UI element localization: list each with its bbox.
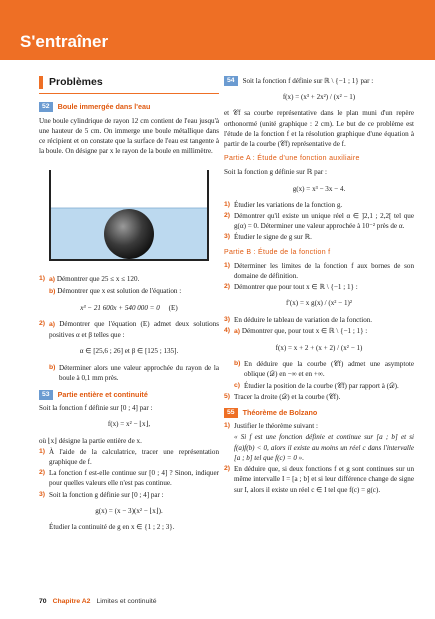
chapter-label: Chapitre A2 xyxy=(52,598,91,605)
question-1b-text: Démontrer que x est solution de l'équation : xyxy=(57,286,182,295)
function-g: g(x) = x³ − 3x − 4. xyxy=(292,184,346,193)
sub-label: b) xyxy=(234,360,241,368)
question-number: 2) xyxy=(39,469,46,477)
decomposition-formula: f(x) = x + 2 + (x + 2) / (x² − 1) xyxy=(275,344,363,353)
exercise-54-intro: Soit la fonction f définie sur ℝ \ {−1 ; 1} par : xyxy=(242,77,374,85)
question-b1 xyxy=(224,261,414,281)
section-header xyxy=(39,76,219,89)
question-b2 xyxy=(224,282,414,292)
question-text: En déduire le tableau de variation de la fonction. xyxy=(234,315,373,324)
immersed-ball-figure xyxy=(44,164,214,266)
question-text: En déduire que, si deux fonctions f et g sont continues sur un même intervalle I = [a ; b] et si leur différence change de signe sur I, alors il existe un réel c ∈ I tel que f(c) = g(c). xyxy=(234,465,414,494)
question-number: 2) xyxy=(224,212,231,220)
question-1a-text: Démontrer que 25 ≤ x ≤ 120. xyxy=(56,275,140,284)
sub-label: b) xyxy=(49,287,56,295)
question-number: 3) xyxy=(224,233,231,241)
question-number: 1) xyxy=(39,447,46,455)
question-number: 2) xyxy=(39,319,46,327)
metal-ball xyxy=(104,209,154,259)
question-b3 xyxy=(224,315,414,325)
question-number: 3) xyxy=(224,315,231,323)
question-number: 5) xyxy=(224,392,231,400)
question-text: Soit la fonction g définie sur [0 ; 4] par : xyxy=(49,490,164,499)
chapter-banner xyxy=(0,0,435,60)
question-2b xyxy=(49,363,219,383)
question-1 xyxy=(39,274,219,296)
alpha-beta-intervals: α ∈ [25,6 ; 26] et β ∈ [125 ; 135]. xyxy=(79,347,179,356)
question-number: 4) xyxy=(224,326,231,334)
derivative-formula: f′(x) = x g(x) / (x² − 1)² xyxy=(285,299,352,308)
continuity-question: Étudier la continuité de g en x ∈ {1 ; 2 ; 3}. xyxy=(49,522,175,531)
exercise-53-header xyxy=(39,390,219,400)
question-1 xyxy=(224,421,414,431)
sub-label: a) xyxy=(49,320,56,328)
exercise-52-intro: Une boule cylindrique de rayon 12 cm contient de l'eau jusqu'à une hauteur de 5 cm. On immerge une boule métallique dans ce récipient et on constate que la surface de l'eau est tangente à la boule. On désigne par x le rayon de la boule en millimètre. xyxy=(39,116,219,156)
exercise-55-header xyxy=(224,408,414,418)
exercise-number: 55 xyxy=(224,408,238,418)
question-b5 xyxy=(224,392,414,402)
part-a-title: Partie A : Étude d'une fonction auxiliaire xyxy=(224,155,360,163)
exercise-number: 52 xyxy=(39,102,53,112)
section-title: Problèmes xyxy=(49,76,103,89)
sub-label: a) xyxy=(234,327,241,335)
question-number: 2) xyxy=(224,283,231,291)
exercise-54-header xyxy=(224,76,414,86)
function-f: f(x) = (x³ + 2x²) / (x² − 1) xyxy=(282,93,356,102)
question-text: Justifier le théorème suivant : xyxy=(234,422,318,431)
part-a-intro: Soit la fonction g définie sur ℝ par : xyxy=(224,168,327,177)
exercise-title: Boule immergée dans l'eau xyxy=(57,102,151,112)
left-column xyxy=(39,76,219,532)
question-a3 xyxy=(224,232,414,242)
equation-text: x³ − 21 600x + 540 000 = 0 xyxy=(80,303,160,312)
question-number: 3) xyxy=(39,490,46,498)
question-a1 xyxy=(224,200,414,210)
function-g: g(x) = (x − 3)(x² − ⌊x⌋). xyxy=(95,506,163,515)
question-b4c xyxy=(234,381,414,391)
page-number: 70 xyxy=(39,598,47,605)
exercise-title: Partie entière et continuité xyxy=(57,389,148,399)
banner-title: S'entraîner xyxy=(20,32,109,51)
question-text: Tracer la droite (𝒟) et la courbe (𝒞f). xyxy=(234,392,341,401)
question-text: Démontrer qu'il existe un unique réel α ∈ ]2,1 ; 2,2[ tel que g(α) = 0. Déterminer une valeur approchée à 10⁻² près de α. xyxy=(234,212,414,231)
question-text: Étudier le signe de g sur ℝ. xyxy=(234,233,312,242)
question-text: Déterminer les limites de la fonction f aux bornes de son domaine de définition. xyxy=(234,261,414,281)
question-text: À l'aide de la calculatrice, tracer une représentation graphique de f. xyxy=(49,447,219,466)
exercise-number: 54 xyxy=(224,76,238,86)
question-b4 xyxy=(224,326,414,337)
sub-label: c) xyxy=(234,381,241,389)
question-text: Étudier les variations de la fonction g. xyxy=(234,200,343,209)
exercise-title: Théorème de Bolzano xyxy=(242,408,318,418)
chapter-name: Limites et continuité xyxy=(96,598,157,605)
page-footer xyxy=(39,598,157,605)
question-text: Étudier la position de la courbe (𝒞f) par rapport à (𝒟). xyxy=(244,381,399,390)
exercise-53-intro: Soit la fonction f définie sur [0 ; 4] par : xyxy=(39,404,153,413)
question-2a-text: Démontrer que l'équation (E) admet deux solutions positives α et β telles que : xyxy=(49,319,219,340)
question-text: Démontrer que pour tout x ∈ ℝ \ {−1 ; 1} : xyxy=(234,283,358,292)
exercise-number: 53 xyxy=(39,390,53,400)
equation-tag: (E) xyxy=(168,303,178,312)
question-number: 2) xyxy=(224,465,231,473)
equation-E xyxy=(39,303,219,313)
question-number: 1) xyxy=(224,422,231,430)
question-number: 1) xyxy=(224,200,231,208)
question-a2 xyxy=(224,211,414,231)
question-text: La fonction f est-elle continue sur [0 ; 4] ? Sinon, indiquer pour quelles valeurs elle n'est pas continue. xyxy=(49,469,219,488)
question-number: 1) xyxy=(224,261,231,269)
question-1 xyxy=(39,447,219,467)
sub-label: b) xyxy=(49,363,56,371)
function-f: f(x) = x² − ⌊x⌋, xyxy=(107,420,151,429)
sub-label: a) xyxy=(49,276,56,284)
question-3 xyxy=(39,490,219,500)
question-2 xyxy=(224,464,414,495)
section-accent-bar xyxy=(39,76,43,89)
question-b4b xyxy=(234,359,414,379)
floor-note: où ⌊x⌋ désigne la partie entière de x. xyxy=(39,436,142,445)
question-b4a-text: Démontrer que, pour tout x ∈ ℝ \ {−1 ; 1} : xyxy=(241,326,368,335)
question-number: 1) xyxy=(39,275,46,283)
exercise-54-text: et 𝒞f sa courbe représentative dans le plan muni d'un repère orthonormé (unité graphique : 2 cm). Le but de ce problème est l'étude de la fonction f et la résolution graphique d'une équation à partir de la courbe (𝒞f) représentative de f. xyxy=(224,109,414,149)
section-rule xyxy=(39,93,219,94)
right-column xyxy=(224,76,414,496)
question-2 xyxy=(39,319,219,340)
exercise-52-header xyxy=(39,102,219,112)
question-text: En déduire que la courbe (𝒞f) admet une asymptote oblique (𝒟) en −∞ et en +∞. xyxy=(244,360,414,379)
question-2 xyxy=(39,468,219,488)
theorem-quote: « Si f est une fonction définie et continue sur [a ; b] et si f(a)f(b) < 0, alors il existe au moins un réel c dans l'intervalle [a ; b] tel que f(c) = 0 ». xyxy=(234,433,414,462)
question-2b-text: Déterminer alors une valeur approchée du rayon de la boule à 0,1 mm près. xyxy=(59,363,219,382)
part-b-title: Partie B : Étude de la fonction f xyxy=(224,248,331,256)
